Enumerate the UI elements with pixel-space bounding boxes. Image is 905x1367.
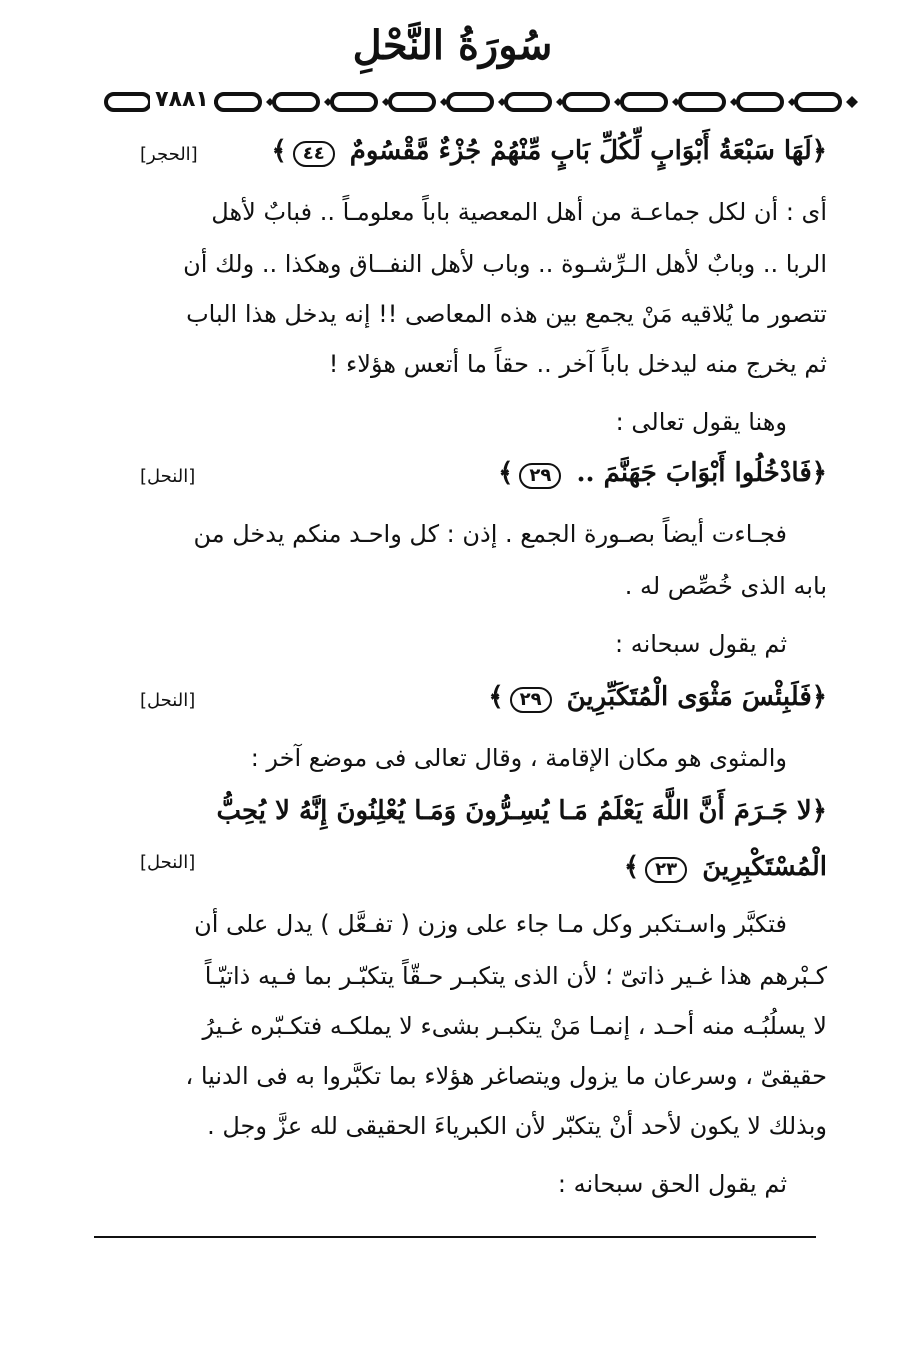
surah-reference: [الحجر] [140,144,198,165]
paragraph-line: بابه الذى خُصِّص له . [624,572,827,600]
surah-reference: [النحل] [140,852,196,873]
paragraph-line: والمثوى هو مكان الإقامة ، وقال تعالى فى موضع آخر : [250,744,787,772]
verse-text: ﴿فَلَبِئْسَ مَثْوَى الْمُتَكَبِّرِينَ [566,682,827,712]
quran-verse-continuation [624,852,827,883]
closing-bracket: ﴾ [623,852,640,882]
surah-title: سُورَةُ النَّحْلِ [352,22,553,69]
closing-bracket: ﴾ [498,458,514,488]
paragraph-line: الربا .. وبابٌ لأهل الـرِّشـوة .. وباب لأهل النفــاق وهكذا .. ولك أن [183,250,827,278]
paragraph-line: أى : أن لكل جماعـة من أهل المعصية باباً معلومـاً .. فبابٌ لأهل [211,198,827,226]
paragraph-line: فتكبَّر واسـتكبر وكل مـا جاء على وزن ( تفـعَّل ) يدل على أن [194,910,787,938]
paragraph-line: حقيقىّ ، وسرعان ما يزول ويتصاغر هؤلاء بما تكبَّروا به فى الدنيا ، [185,1062,827,1090]
verse-text: ﴿فَادْخُلُوا أَبْوَابَ جَهَنَّمَ .. [576,458,827,488]
quran-verse: ﴿لا جَـرَمَ أَنَّ اللَّهَ يَعْلَمُ مَـا يُسِـرُّونَ وَمَـا يُعْلِنُونَ إِنَّهُ لا يُحِبُّ [216,796,827,826]
chain-ornament-icon [104,88,864,116]
paragraph-line: ثم يخرج منه ليدخل باباً آخر .. حقاً ما أتعس هؤلاء ! [328,350,827,378]
closing-bracket: ﴾ [271,136,287,166]
quran-verse [271,136,827,167]
paragraph-line: لا يسلُبُـه منه أحـد ، إنمـا مَنْ يتكبـر بشىء لا يملكـه فتكـبّره غـيرُ [202,1012,827,1040]
verse-text: الْمُسْتَكْبِرِينَ [702,852,827,882]
verse-number: ٢٩ [510,687,552,713]
quran-verse [488,682,827,713]
paragraph-line: فجـاءت أيضاً بصـورة الجمع . إذن : كل واحـد منكم يدخل من [193,520,787,548]
bottom-divider [94,1236,816,1238]
verse-number: ٢٩ [519,463,561,489]
paragraph-line: تتصور ما يُلاقيه مَنْ يجمع بين هذه المعاصى !! إنه يدخل هذا الباب [186,300,827,328]
surah-reference: [النحل] [140,690,196,711]
closing-bracket: ﴾ [488,682,504,712]
quran-verse [498,458,827,489]
ornamental-border [104,88,864,116]
verse-text: ﴿لَهَا سَبْعَةُ أَبْوَابٍ لِّكُلِّ بَابٍ مِّنْهُمْ جُزْءٌ مَّقْسُومٌ [349,136,827,166]
page-number: ٧٨٨١ [150,84,214,116]
surah-reference: [النحل] [140,466,196,487]
verse-number: ٢٣ [645,857,687,883]
paragraph-line: وهنا يقول تعالى : [615,408,787,436]
paragraph-line: ثم يقول سبحانه : [615,630,787,658]
paragraph-line: كـبْرهم هذا غـير ذاتىّ ؛ لأن الذى يتكبـر حـقّاً يتكبّـر بما فـيه ذاتيّـاً [204,962,827,990]
verse-number: ٤٤ [293,141,335,167]
paragraph-line: وبذلك لا يكون لأحد أنْ يتكبّر لأن الكبرياءَ الحقيقى لله عزَّ وجل . [207,1112,827,1140]
paragraph-line: ثم يقول الحق سبحانه : [557,1170,787,1198]
